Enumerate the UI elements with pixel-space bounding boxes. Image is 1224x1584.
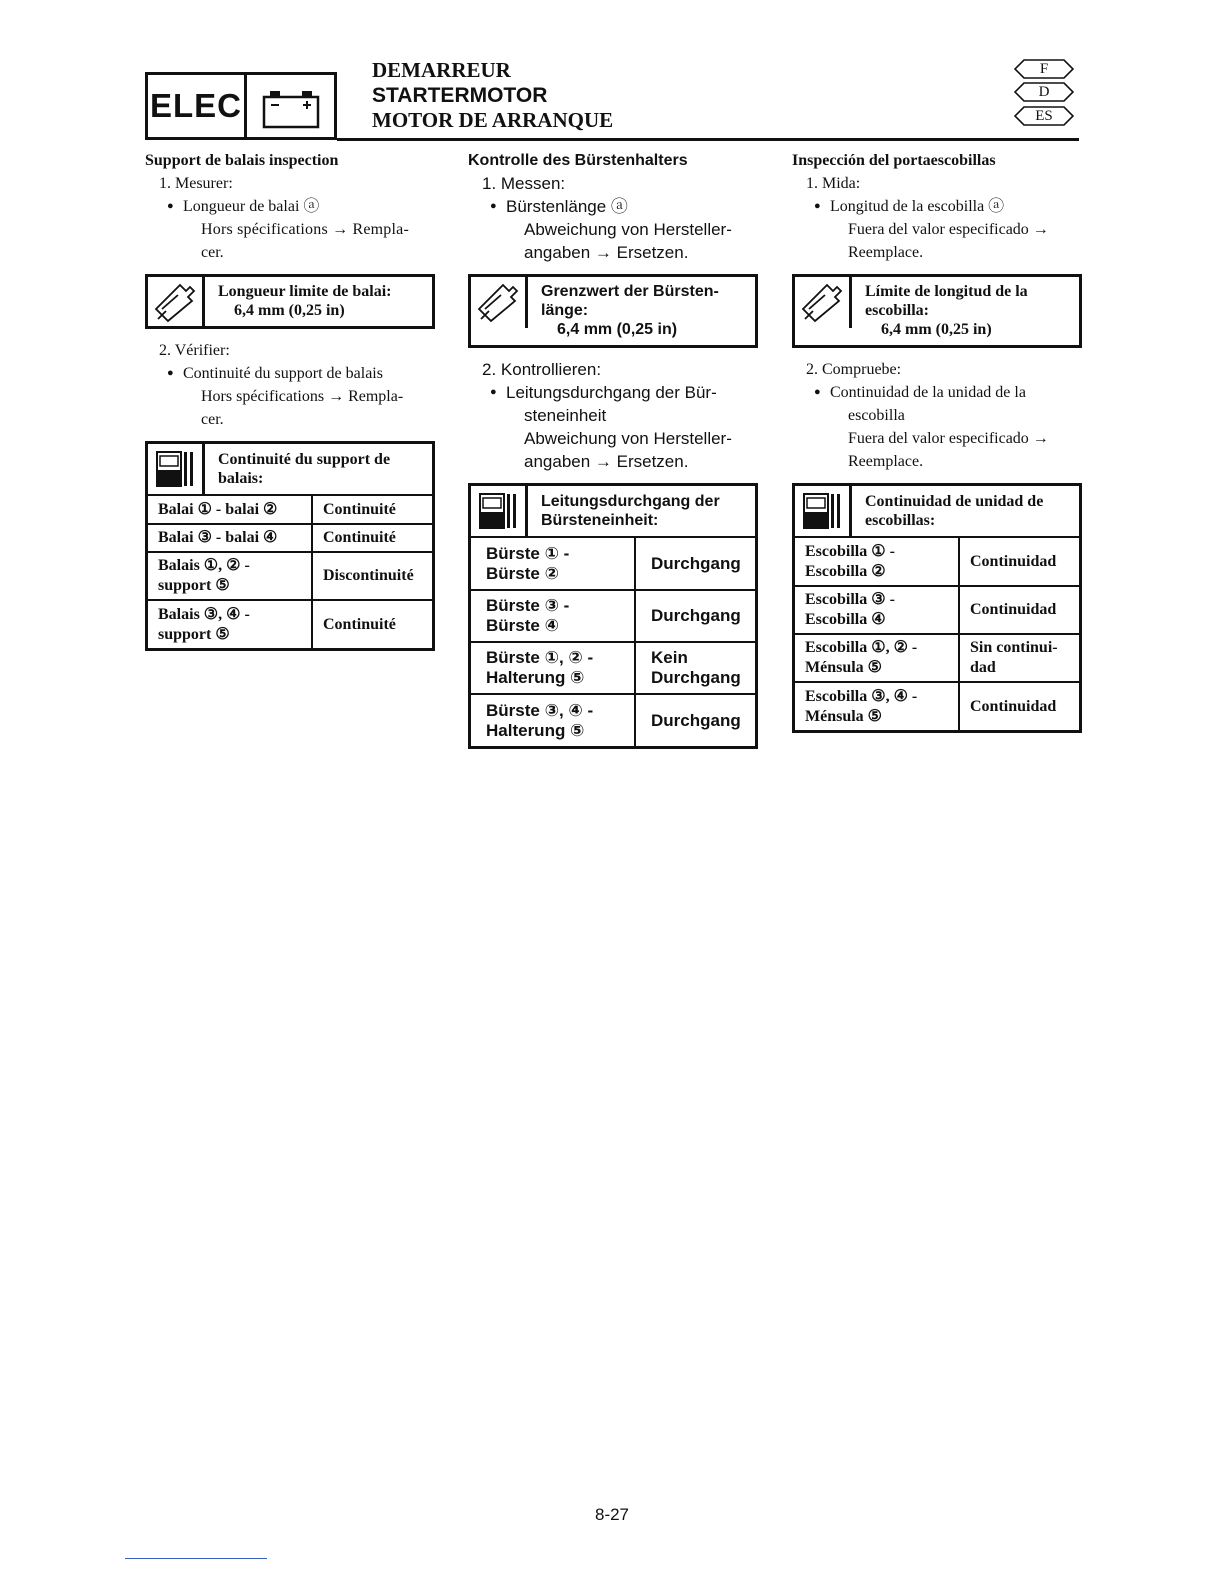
sub-1b: angaben → Ersetzen. [524,243,689,262]
cell-result: Discontinuité [312,552,432,600]
cell-line: Escobilla ④ [805,611,886,628]
spec-line-1: Grenzwert der Bürsten- [541,283,719,300]
sub-1b: Reemplace. [848,244,924,261]
cell-line: Bürste ④ [486,616,559,635]
step-2: 2. Kontrollieren: [482,360,602,379]
continuity-table [792,483,1082,733]
table-row [471,694,755,746]
section-title: Support de balais inspection [145,152,339,169]
continuity-header [471,486,755,538]
table-row [148,496,432,524]
sub-1b: cer. [201,244,224,261]
continuity-rows [148,496,432,648]
bullet-1: ● Bürstenlänge ⓐ [468,195,758,218]
cell-result [635,590,755,642]
table-row [471,642,755,694]
cell-line: Ménsula ⑤ [805,659,883,676]
spec-box [792,274,1082,348]
section-label: ELEC [148,75,247,137]
cell-result: Continuité [323,500,396,518]
multimeter-icon [148,444,205,494]
multimeter-icon [471,486,528,536]
cell-line: Durchgang [651,710,741,730]
section-badge [145,72,337,140]
sub-2b: angaben → Ersetzen. [524,452,689,471]
cell-terminals [795,586,959,634]
battery-icon [256,87,326,129]
title-de: STARTERMOTOR [372,84,548,107]
continuity-title-2: escobillas: [865,512,936,529]
cell-line: Continuidad [970,697,1057,715]
cell-terminals [471,642,635,694]
caliper-icon [471,277,528,328]
cell-line: Durchgang [651,553,741,573]
title-fr: DEMARREUR [372,58,511,82]
spec-line-2: 6,4 mm (0,25 in) [234,302,345,319]
spec-box [145,274,435,329]
bullet-1: ● Longueur de balai ⓐ [145,195,435,218]
step-1: 1. Mesurer: [159,175,233,192]
spec-line-2: escobilla: [865,302,929,319]
cell-terminals [795,538,959,586]
spec-line-1: Longueur limite de balai: [218,283,392,300]
cell-result: Continuité [312,600,432,648]
continuity-header [795,486,1079,538]
cell-line: Bürste ① - [486,543,570,563]
sub-2b: cer. [201,411,224,428]
cell-line: Bürste ③, ④ - [486,700,594,720]
column-french [145,150,435,651]
continuity-title-2: balais: [218,470,264,487]
table-row [148,600,432,648]
cell-terminals [148,552,312,600]
cell-line: Escobilla ①, ② - [805,639,918,656]
cell-terminals [795,634,959,682]
section-title: Kontrolle des Bürstenhalters [468,152,688,169]
table-row [795,682,1079,730]
sub-1a: Hors spécifications → Rempla- [201,221,409,238]
cell-line: support ⑤ [158,577,230,594]
table-row [471,590,755,642]
bullet-1: ● Longitud de la escobilla ⓐ [792,195,1082,218]
cell-result [959,682,1079,730]
header-rule [337,138,1079,141]
continuity-title-1: Leitungsdurchgang der [541,493,720,510]
cell-result: Continuité [312,524,432,552]
continuity-table [145,441,435,651]
footer-rule [125,1558,267,1559]
bullet-2b: steneinheit [524,406,607,425]
cell-line: Kein [651,648,688,667]
table-row [148,552,432,600]
table-row [795,586,1079,634]
column-german [468,150,758,749]
continuity-title-1: Continuidad de unidad de [865,493,1044,510]
step-1: 1. Mida: [806,175,861,192]
lang-label-es: ES [1035,108,1053,124]
lang-badge-fr [1014,59,1074,79]
table-row [795,634,1079,682]
cell-terminals [471,694,635,746]
spec-line-3: 6,4 mm (0,25 in) [881,321,992,338]
spec-line-1: Límite de longitud de la [865,283,1028,300]
sub-2b: Reemplace. [848,453,924,470]
cell-terminals: Balai ① - balai ② [148,496,312,524]
cell-line: Balais ③, ④ - [158,605,250,623]
title-es: MOTOR DE ARRANQUE [372,108,614,132]
cell-line: Continuidad [970,601,1057,618]
cell-line: Escobilla ③ - [805,591,895,608]
cell-terminals [471,590,635,642]
page-number: 8-27 [594,1505,630,1524]
sub-2a: Abweichung von Hersteller- [524,429,732,448]
cell-result [635,538,755,590]
continuity-rows [795,538,1079,730]
cell-line: Escobilla ③, ④ - [805,687,918,705]
caliper-icon [148,277,205,328]
cell-line: Escobilla ② [805,562,886,580]
bullet-2a: ● Leitungsdurchgang der Bür- [468,381,758,404]
cell-line: support ⑤ [158,625,230,643]
continuity-title-2: Bürsteneinheit: [541,512,659,529]
step-2: 2. Compruebe: [806,361,902,378]
cell-line: Ménsula ⑤ [805,707,883,725]
cell-line: dad [970,659,996,676]
section-title: Inspección del portaescobillas [792,152,996,169]
cell-terminals [471,538,635,590]
step-1: 1. Messen: [482,174,566,193]
cell-result [959,586,1079,634]
bullet-2: ● Continuité du support de balais [145,362,435,385]
sub-1a: Fuera del valor especificado → [848,221,1049,238]
step-2: 2. Vérifier: [159,342,230,359]
sub-2a: Fuera del valor especificado → [848,430,1049,447]
page-titles [372,58,613,133]
lang-label-de: D [1038,84,1050,100]
continuity-rows [471,538,755,746]
cell-line: Bürste ①, ② - [486,648,594,667]
cell-line: Halterung ⑤ [486,720,585,740]
lang-badge-de [1014,82,1074,102]
multimeter-icon [795,486,852,536]
sub-2a: Hors spécifications → Rempla- [201,388,404,405]
table-row [471,538,755,590]
sub-1a: Abweichung von Hersteller- [524,220,732,239]
spec-box [468,274,758,348]
continuity-title-1: Continuité du support de [218,451,391,468]
cell-line: Continuidad [970,552,1057,570]
cell-line: Sin continui- [970,639,1058,656]
column-spanish [792,150,1082,733]
continuity-table [468,483,758,749]
table-row [795,538,1079,586]
cell-line: Escobilla ① - [805,542,895,560]
bullet-2a: ● Continuidad de la unidad de la [792,381,1082,404]
cell-line: Durchgang [651,606,741,625]
spec-line-3: 6,4 mm (0,25 in) [557,321,678,338]
continuity-header [148,444,432,496]
caliper-icon [795,277,852,328]
cell-line: Halterung ⑤ [486,668,585,687]
cell-terminals [148,600,312,648]
cell-result [959,538,1079,586]
cell-line: Bürste ③ - [486,596,570,615]
spec-line-2: länge: [541,302,589,319]
cell-line: Bürste ② [486,563,559,583]
cell-line: Balais ①, ② - [158,557,250,574]
lang-badge-es [1014,106,1074,126]
cell-result [635,642,755,694]
cell-terminals [795,682,959,730]
cell-terminals: Balai ③ - balai ④ [148,524,312,552]
cell-line: Durchgang [651,668,741,687]
cell-result [959,634,1079,682]
lang-label-fr: F [1039,61,1049,77]
table-row [148,524,432,552]
bullet-2b: escobilla [848,407,905,424]
cell-result [635,694,755,746]
